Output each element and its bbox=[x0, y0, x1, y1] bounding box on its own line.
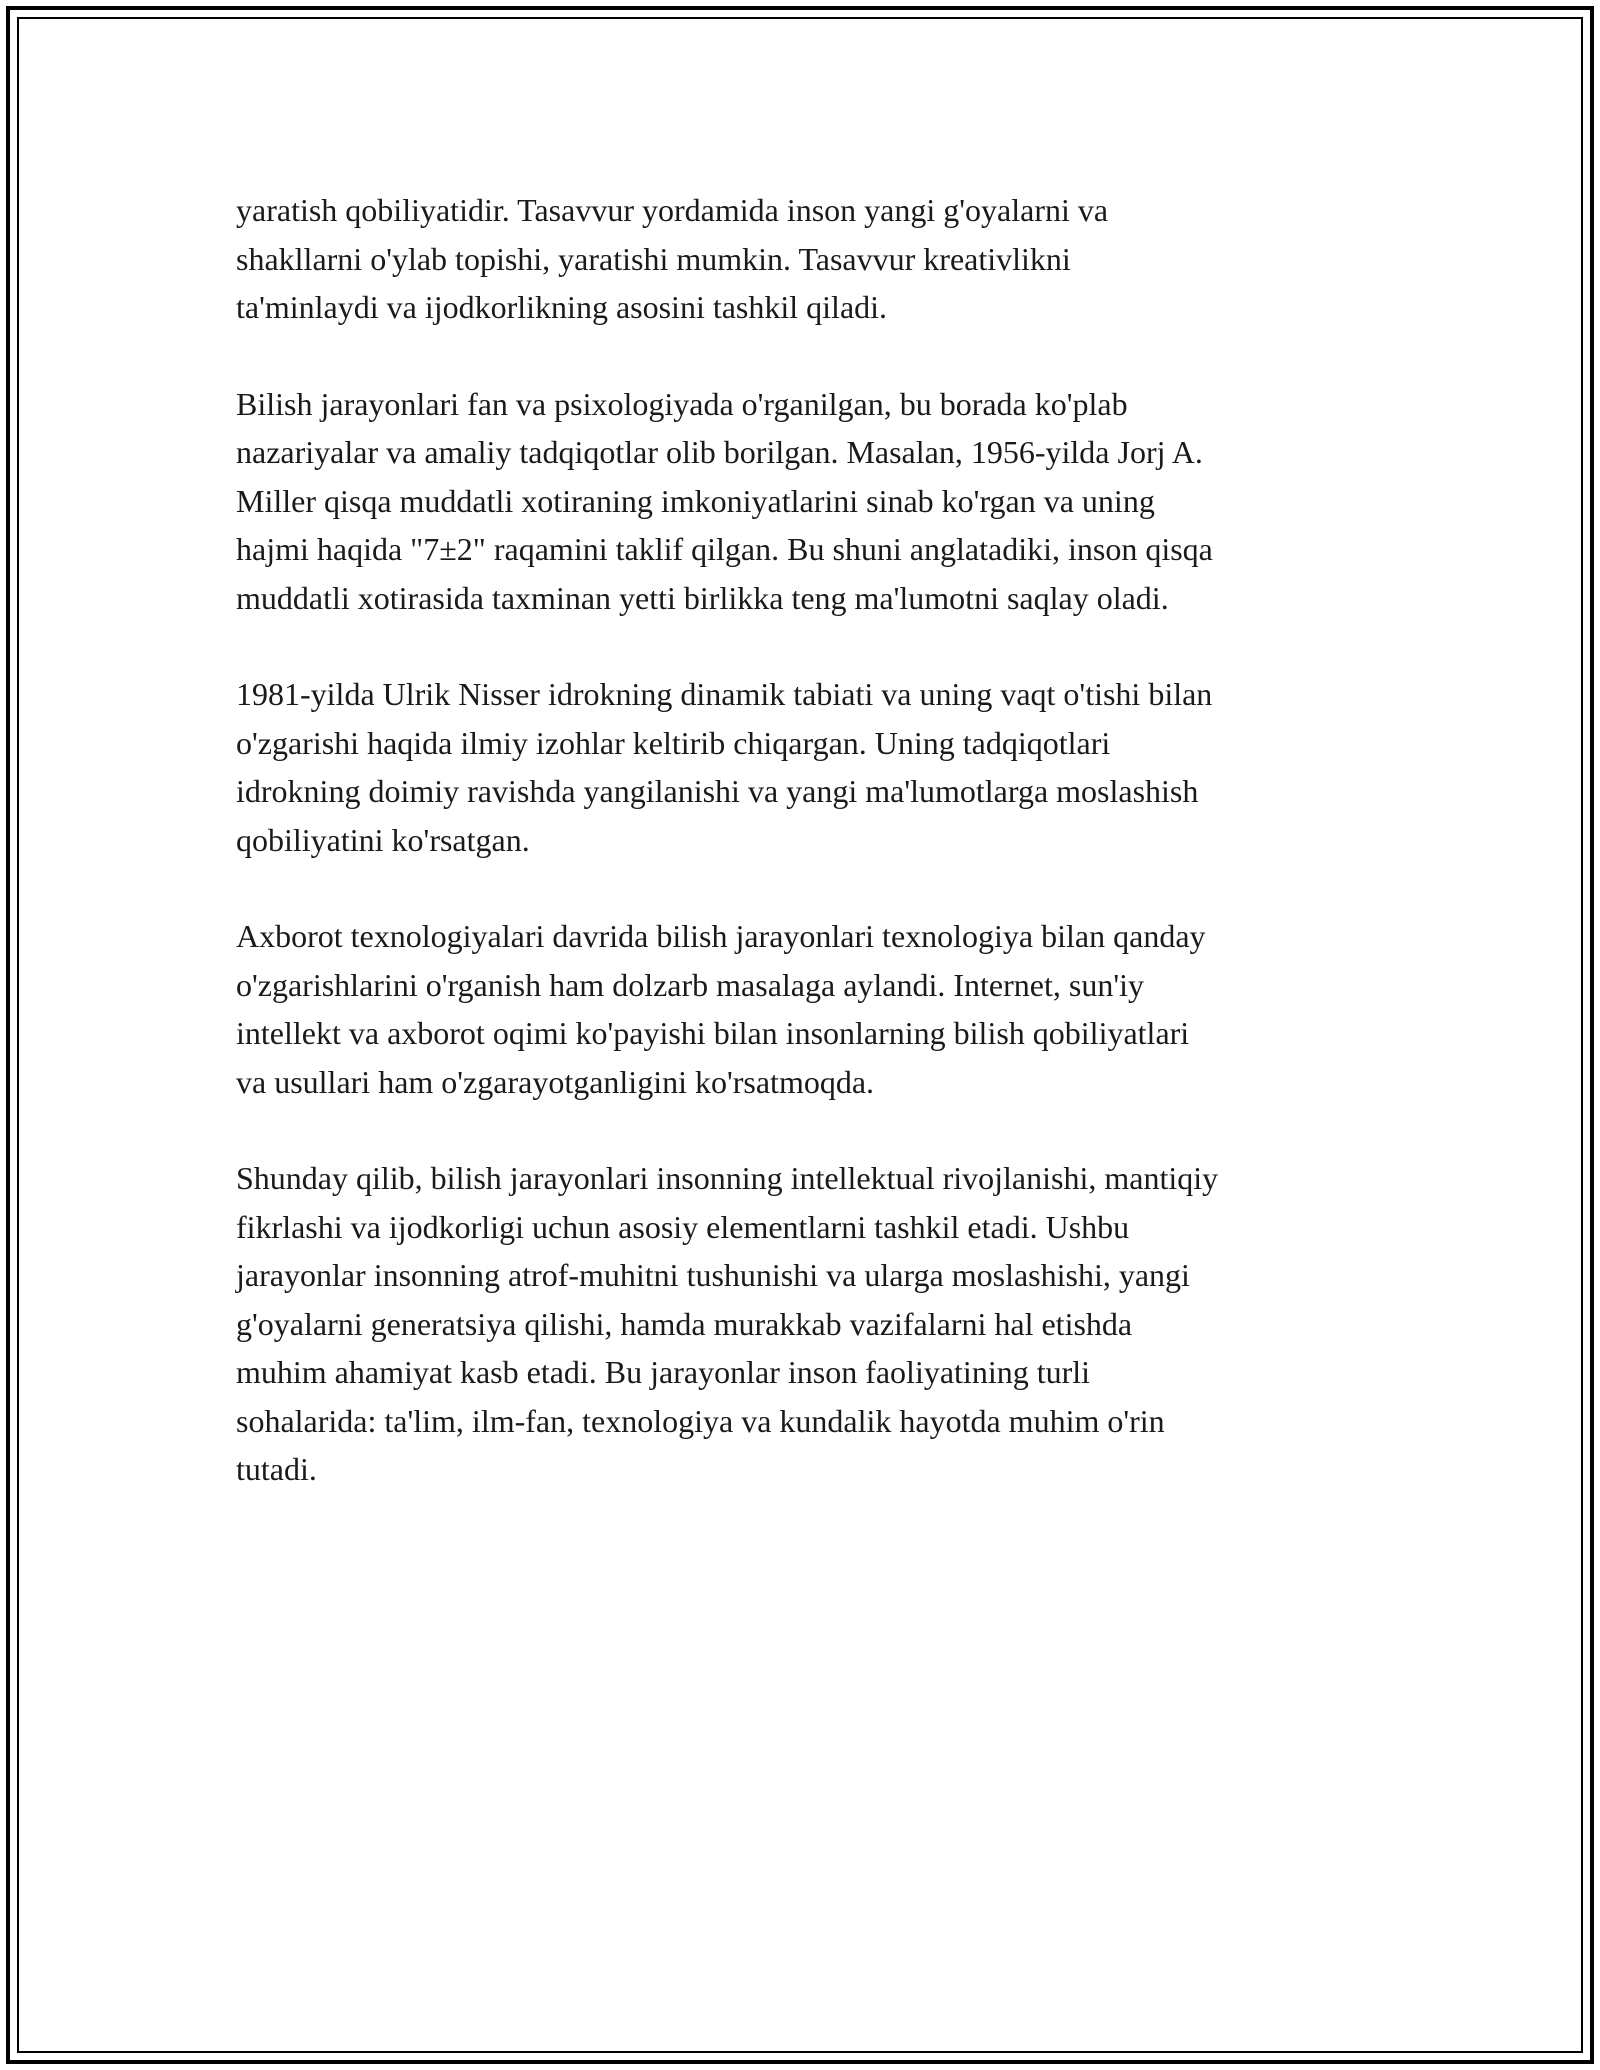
text-line: o'zgarishi haqida ilmiy izohlar keltirib chiqargan. Uning tadqiqotlari bbox=[236, 724, 1111, 761]
text-line: fikrlashi va ijodkorligi uchun asosiy elementlarni tashkil etadi. Ushbu bbox=[236, 1208, 1130, 1245]
text-line: Axborot texnologiyalari davrida bilish jarayonlari texnologiya bilan qanday bbox=[236, 918, 1206, 954]
text-line: hajmi haqida "7±2" raqamini taklif qilgan. Bu shuni anglatadiki, inson qisqa bbox=[236, 531, 1213, 567]
text-line: idrokning doimiy ravishda yangilanishi va yangi ma'lumotlarga moslashish bbox=[236, 773, 1199, 809]
text-line: Shunday qilib, bilish jarayonlari insonning intellektual rivojlanishi, mantiqiy bbox=[236, 1160, 1219, 1196]
text-line: jarayonlar insonning atrof-muhitni tushunishi va ularga moslashishi, yangi bbox=[236, 1257, 1190, 1293]
text-line: intellekt va axborot oqimi ko'payishi bilan insonlarning bilish qobiliyatlari bbox=[236, 1015, 1190, 1051]
text-line: shakllarni o'ylab topishi, yaratishi mumkin. Tasavvur kreativlikni bbox=[236, 240, 1071, 277]
text-line: va usullari ham o'zgarayotganligini ko'rsatmoqda. bbox=[236, 1063, 875, 1100]
text-line: g'oyalarni generatsiya qilishi, hamda murakkab vazifalarni hal etishda bbox=[236, 1305, 1133, 1342]
paragraph-miller bbox=[236, 380, 1376, 623]
paragraph-axborot bbox=[236, 912, 1376, 1106]
paragraph-xulosa bbox=[236, 1154, 1376, 1494]
paragraph-tasavvur bbox=[236, 186, 1376, 332]
text-line: sohalarida: ta'lim, ilm-fan, texnologiya va kundalik hayotda muhim o'rin bbox=[236, 1402, 1165, 1439]
text-line: qobiliyatini ko'rsatgan. bbox=[236, 821, 530, 858]
text-line: yaratish qobiliyatidir. Tasavvur yordamida inson yangi g'oyalarni va bbox=[236, 192, 1109, 228]
text-line: 1981-yilda Ulrik Nisser idrokning dinamik tabiati va uning vaqt o'tishi bilan bbox=[236, 676, 1213, 712]
document-body bbox=[236, 186, 1376, 1542]
text-line: tutadi. bbox=[236, 1451, 317, 1487]
text-line: muhim ahamiyat kasb etadi. Bu jarayonlar inson faoliyatining turli bbox=[236, 1354, 1091, 1390]
text-line: ta'minlaydi va ijodkorlikning asosini tashkil qiladi. bbox=[236, 289, 888, 325]
text-line: muddatli xotirasida taxminan yetti birlikka teng ma'lumotni saqlay oladi. bbox=[236, 579, 1169, 616]
text-line: o'zgarishlarini o'rganish ham dolzarb masalaga aylandi. Internet, sun'iy bbox=[236, 966, 1144, 1003]
text-line: Miller qisqa muddatli xotiraning imkoniyatlarini sinab ko'rgan va uning bbox=[236, 482, 1155, 519]
text-line: Bilish jarayonlari fan va psixologiyada o'rganilgan, bu borada ko'plab bbox=[236, 385, 1128, 422]
text-line: nazariyalar va amaliy tadqiqotlar olib borilgan. Masalan, 1956-yilda Jorj A. bbox=[236, 434, 1203, 470]
paragraph-nisser bbox=[236, 670, 1376, 864]
